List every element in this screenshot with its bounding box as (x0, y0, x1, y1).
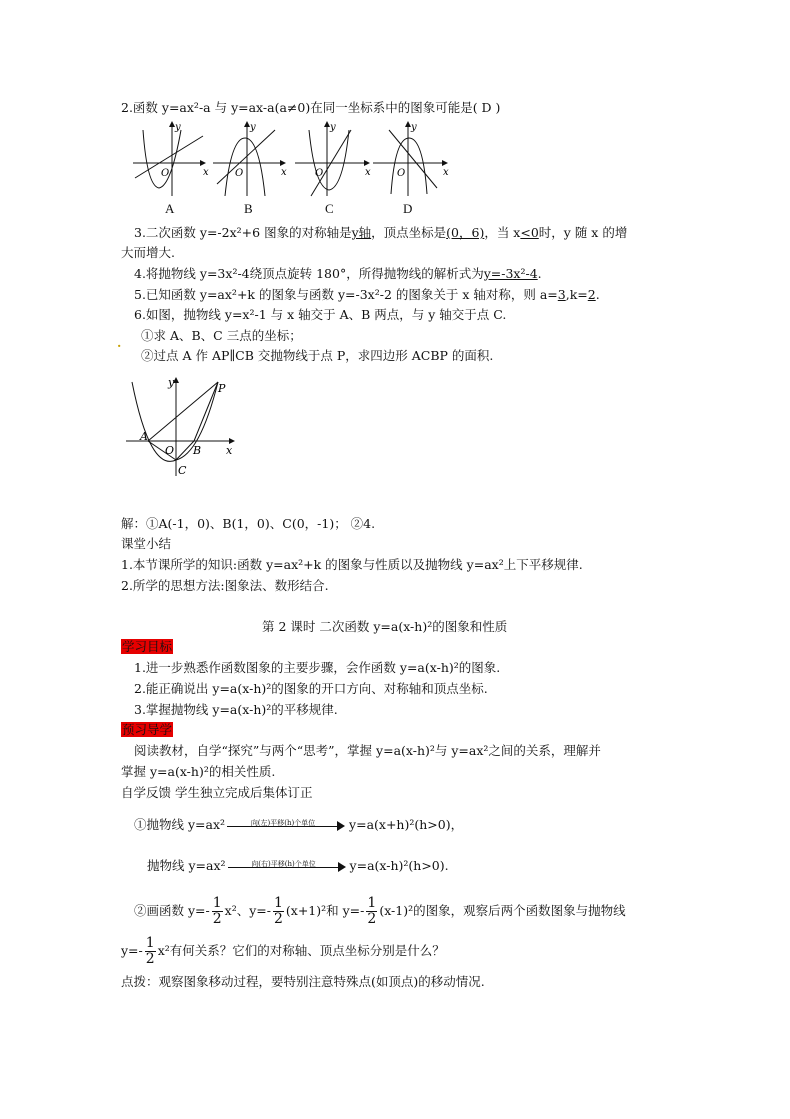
fraction-half: $\frac{1}{2}$ (145, 935, 155, 967)
graph-b-y: y (250, 122, 256, 133)
graph-a (133, 122, 205, 196)
graph-c (295, 122, 369, 196)
goal-3: 3.掌握抛物线 y=a(x-h)²的平移规律. (134, 702, 338, 717)
goal-2: 2.能正确说出 y=a(x-h)²的图象的开口方向、对称轴和顶点坐标. (134, 681, 488, 696)
preview-p1: 阅读教材，自学“探究”与两个“思考”，掌握 y=a(x-h)²与 y=ax²之间的关系，理解并 (134, 743, 601, 758)
option-a-label: A (165, 201, 175, 216)
goals-tag: 学习目标 (122, 639, 173, 654)
parabola (132, 382, 218, 461)
line-bp (194, 382, 218, 441)
summary-title: 课堂小结 (121, 536, 172, 551)
q4-line: 4.将抛物线 y=3x²-4绕顶点旋转 180°，所得抛物线的解析式为y=-3x²-4. (134, 266, 542, 281)
option-c-label: C (325, 201, 334, 216)
q2-text: 2.函数 y=ax²-a 与 y=ax-a(a≠0)在同一坐标系中的图象可能是( D ) (121, 100, 501, 115)
goal-1: 1.进一步熟悉作函数图象的主要步骤，会作函数 y=a(x-h)²的图象. (134, 660, 501, 675)
feedback: 自学反馈 学生独立完成后集体订正 (121, 785, 313, 800)
q3-continuation: 大而增大. (121, 245, 175, 260)
graph-b-o: O (235, 168, 244, 179)
translate-row-2: 抛物线 y=ax² 向(右)平移(h)个单位 y=a(x-h)²(h>0). (147, 857, 449, 876)
graph-d (373, 122, 447, 196)
option-b-label: B (244, 201, 253, 216)
fraction-half: $\frac{1}{2}$ (273, 895, 283, 927)
preview-tag: 预习导学 (122, 722, 173, 737)
arrow-right-shift: 向(右)平移(h)个单位 (228, 858, 348, 876)
q6-line: 6.如图，抛物线 y=x²-1 与 x 轴交于 A、B 两点，与 y 轴交于点 C. (134, 307, 507, 322)
fig-o: O (165, 444, 175, 457)
graph-a-o: O (161, 168, 170, 179)
option-d-label: D (403, 201, 413, 216)
line-ap (148, 382, 218, 441)
fig-x: x (226, 444, 233, 457)
q6-figure (122, 374, 242, 484)
q-draw-functions-cont: y=- $\frac{1}{2}$ x²有何关系？它们的对称轴、顶点坐标分别是什么？ (121, 935, 445, 967)
tip: 点拨：观察图象移动过程，要特别注意特殊点(如顶点)的移动情况. (121, 974, 485, 989)
graph-b (213, 122, 285, 196)
q3-line: 3.二次函数 y=-2x²+6 图象的对称轴是y轴，顶点坐标是(0，6)，当 x<0时，y 随 x 的增 (134, 225, 628, 240)
summary-item-1: 1.本节课所学的知识:函数 y=ax²+k 的图象与性质以及抛物线 y=ax²上下平移规律. (121, 557, 583, 572)
fig-y: y (168, 376, 175, 389)
graph-a-x: x (203, 167, 209, 178)
fig-b: B (193, 444, 202, 457)
translate-row-1: ①抛物线 y=ax² 向(左)平移(h)个单位 y=a(x+h)²(h>0)， (134, 816, 463, 835)
graph-c-x: x (365, 167, 371, 178)
graph-a-y: y (175, 122, 181, 133)
graph-c-o: O (315, 168, 324, 179)
q5-line: 5.已知函数 y=ax²+k 的图象与函数 y=-3x²-2 的图象关于 x 轴对称，则 a=3,k=2. (134, 287, 600, 302)
fraction-half: $\frac{1}{2}$ (367, 895, 377, 927)
fig-c: C (178, 464, 187, 477)
fig-a: A (140, 430, 148, 443)
summary-item-2: 2.所学的思想方法:图象法、数形结合. (121, 578, 329, 593)
graph-c-y: y (330, 122, 336, 133)
line-cb (176, 441, 194, 460)
graph-b-x: x (281, 167, 287, 178)
graph-d-o: O (397, 168, 406, 179)
lesson2-title: 第 2 课时 二次函数 y=a(x-h)²的图象和性质 (262, 619, 508, 634)
preview-p2: 掌握 y=a(x-h)²的相关性质. (121, 764, 276, 779)
fraction-half: $\frac{1}{2}$ (212, 895, 222, 927)
q6-dot: . (117, 335, 122, 350)
graph-d-y: y (411, 122, 417, 133)
q6-sub1: ①求 A、B、C 三点的坐标； (141, 328, 302, 343)
solution: 解：①A(-1，0)、B(1，0)、C(0，-1)； ②4. (121, 516, 376, 531)
arrow-left-shift: 向(左)平移(h)个单位 (227, 817, 347, 835)
fig-p: P (218, 382, 226, 395)
q6-sub2: ②过点 A 作 AP∥CB 交抛物线于点 P，求四边形 ACBP 的面积. (141, 348, 494, 363)
q-draw-functions: ②画函数 y=- $\frac{1}{2}$ x²、y=- $\frac{1}{2}$ (x+1)²和 y=- $\frac{1}{2}$ (x-1)²的图象，观察后两个函数图象与抛物线 (134, 895, 626, 927)
graph-d-x: x (443, 167, 449, 178)
